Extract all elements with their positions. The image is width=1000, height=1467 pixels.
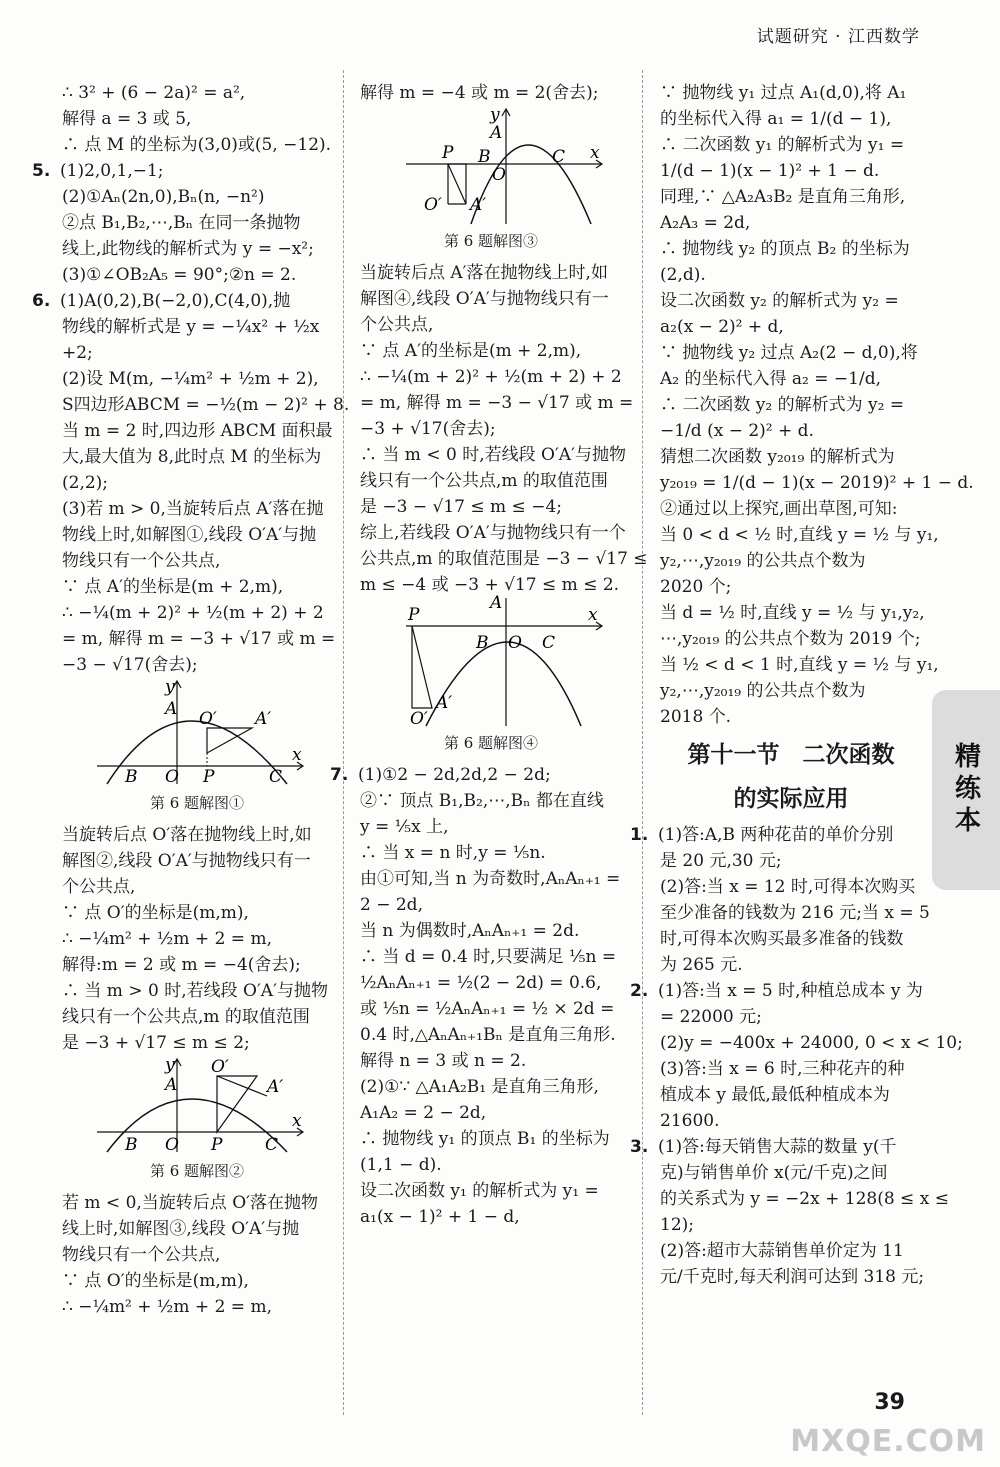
page-number: 39 [874,1390,905,1415]
figure-label: y [165,1055,175,1075]
text-line: ∴ 3² + (6 − 2a)² = a², [62,83,246,103]
text-line: ∴ −¼m² + ½m + 2 = m, [62,1297,272,1317]
figure-label: P [442,143,454,163]
question-text: (1)答:每天销售大蒜的数量 y(千 [658,1137,897,1157]
figure-label: A′ [470,195,487,215]
text-line: (2)①Aₙ(2n,0),Bₙ(n, −n²) [62,187,265,207]
text-line: 线上时,如解图③,线段 O′A′与抛 [62,1219,300,1239]
text-line: ②通过以上探究,画出草图,可知: [660,499,898,519]
text-line: 线只有一个公共点,m 的取值范围 [62,1007,310,1027]
text-line: 同理,∵ △A₂A₃B₂ 是直角三角形, [660,187,906,207]
figure-label: A [165,699,178,719]
figure-label: x [590,143,600,163]
column-left [32,80,350,1320]
figure-label: y [165,677,175,697]
question-text: (1)2,0,1,−1; [60,161,164,181]
figure-label: A [165,1075,178,1095]
column-divider [642,70,643,1415]
text-line: 设二次函数 y₁ 的解析式为 y₁ = [360,1181,599,1201]
figure-label: O′ [199,709,217,729]
text-line: 物线只有一个公共点, [62,1245,221,1265]
text-line: ½AₙAₙ₊₁ = ½(2 − 2d) = 0.6, [360,973,602,993]
text-line: (1,1 − d). [360,1155,442,1175]
text-line: y₂,⋯,y₂₀₁₉ 的公共点个数为 [660,681,866,701]
text-line: ∵ 抛物线 y₁ 过点 A₁(d,0),将 A₁ [660,83,907,103]
text-line: a₂(x − 2)² + d, [660,317,784,337]
solution-figure-3 [376,106,606,226]
column-middle [330,80,648,1230]
question-number: 3. [630,1137,649,1157]
text-line: 克)与销售单价 x(元/千克)之间 [660,1163,888,1183]
question-line [330,762,622,788]
text-line: A₂A₃ = 2d, [660,213,751,233]
text-line: 为 265 元. [660,955,743,975]
text-line: 解得 a = 3 或 5, [62,109,192,129]
text-line: (2,d). [660,265,706,285]
text-line: ∴ 当 d = 0.4 时,只要满足 ⅕n = [360,947,617,967]
figure-label: B [125,767,138,787]
text-line: 解得:m = 2 或 m = −4(舍去); [62,955,301,975]
text-line: 或 ⅕n = ½AₙAₙ₊₁ = ½ × 2d = [360,999,615,1019]
figure-label: A′ [255,709,272,729]
question-number: 7. [330,765,349,785]
text-line: 物线只有一个公共点, [62,551,221,571]
text-line: ∴ 二次函数 y₂ 的解析式为 y₂ = [660,395,905,415]
solution-figure-2 [87,1056,307,1156]
figure-label: A [490,123,503,143]
question-text: (1)①2 − 2d,2d,2 − 2d; [358,765,551,785]
text-line: 的关系式为 y = −2x + 128(8 ≤ x ≤ [660,1189,949,1209]
text-line: 物线上时,如解图①,线段 O′A′与抛 [62,525,317,545]
figure-label: C [552,147,566,167]
text-line: ∵ 点 O′的坐标是(m,m), [62,1271,249,1291]
question-line [630,822,922,848]
text-line: S四边形ABCM = −½(m − 2)² + 8. [62,395,350,415]
figure-label: A [490,593,503,613]
text-line: 当 d = ½ 时,直线 y = ½ 与 y₁,y₂, [660,603,925,623]
text-line: 个公共点, [62,877,136,897]
column-divider [343,70,344,1415]
text-line: (3)若 m > 0,当旋转后点 A′落在抛 [62,499,324,519]
text-line: (2)①∵ △A₁A₂B₁ 是直角三角形, [360,1077,599,1097]
text-line: 21600. [660,1111,720,1131]
text-line: 植成本 y 最低,最低种植成本为 [660,1085,890,1105]
figure-label: B [478,147,491,167]
text-line: 解得 m = −4 或 m = 2(舍去); [360,83,599,103]
text-line: ∴ 点 M 的坐标为(3,0)或(5, −12). [62,135,332,155]
figure-label: O [508,633,522,653]
figure-label: x [292,1111,302,1131]
question-text: (1)A(0,2),B(−2,0),C(4,0),抛 [60,291,291,311]
text-line: 当 0 < d < ½ 时,直线 y = ½ 与 y₁, [660,525,939,545]
text-line: = 22000 元; [660,1007,762,1027]
figure-label: C [542,633,556,653]
text-line: 2020 个; [660,577,732,597]
text-line: ②∵ 顶点 B₁,B₂,⋯,Bₙ 都在直线 [360,791,604,811]
text-line: ∴ 当 m < 0 时,若线段 O′A′与抛物 [360,445,626,465]
figure-label: P [211,1135,223,1155]
question-text: (1)答:当 x = 5 时,种植总成本 y 为 [658,981,923,1001]
text-line: 解图④,线段 O′A′与抛物线只有一 [360,289,609,309]
text-line: 个公共点, [360,315,434,335]
question-number: 2. [630,981,649,1001]
figure-label: B [476,633,489,653]
figure-label: P [203,767,215,787]
figure-label: y [490,105,500,125]
text-line: ∴ −¼(m + 2)² + ½(m + 2) + 2 [62,603,324,623]
text-line: (3)答:当 x = 6 时,三种花卉的种 [660,1059,905,1079]
text-line: ∴ 抛物线 y₂ 的顶点 B₂ 的坐标为 [660,239,910,259]
text-line: 当 ½ < d < 1 时,直线 y = ½ 与 y₁, [660,655,939,675]
text-line: ∴ −¼(m + 2)² + ½(m + 2) + 2 [360,367,622,387]
question-line [630,1134,922,1160]
question-number: 1. [630,825,649,845]
text-line: (2)y = −400x + 24000, 0 < x < 10; [660,1033,963,1053]
watermark: MXQE.COM [790,1424,986,1459]
solution-figure-1 [87,678,307,788]
text-line: 线上,此物线的解析式为 y = −x²; [62,239,314,259]
text-line: +2; [62,343,93,363]
figure-label: C [265,1135,279,1155]
text-line: (2)答:超市大蒜销售单价定为 11 [660,1241,904,1261]
text-line: 综上,若线段 O′A′与抛物线只有一个 [360,523,626,543]
figure-label: P [408,605,420,625]
text-line: 设二次函数 y₂ 的解析式为 y₂ = [660,291,899,311]
text-line: y₂₀₁₉ = 1/(d − 1)(x − 2019)² + 1 − d. [660,473,974,493]
text-line: A₂ 的坐标代入得 a₂ = −1/d, [660,369,881,389]
figure-caption: 第 6 题解图① [149,794,245,812]
section-title: 的实际应用 [733,786,849,812]
figure-label: O [165,1135,179,1155]
text-line: 线只有一个公共点,m 的取值范围 [360,471,608,491]
text-line: 当 n 为偶数时,AₙAₙ₊₁ = 2d. [360,921,580,941]
text-line: 大,最大值为 8,此时点 M 的坐标为 [62,447,322,467]
section-title: 第十一节 二次函数 [687,742,895,768]
text-line: 2 − 2d, [360,895,423,915]
text-line: −1/d (x − 2)² + d. [660,421,814,441]
text-line: 是 −3 − √17 ≤ m ≤ −4; [360,497,562,517]
figure-caption: 第 6 题解图② [149,1162,245,1180]
question-number: 6. [32,291,51,311]
figure-label: O [165,767,179,787]
text-line: ⋯,y₂₀₁₉ 的公共点个数为 2019 个; [660,629,921,649]
text-line: ∴ −¼m² + ½m + 2 = m, [62,929,272,949]
solution-figure-4 [376,593,606,729]
text-line: 由①可知,当 n 为奇数时,AₙAₙ₊₁ = [360,869,621,889]
figure-label: O′ [424,195,442,215]
figure-label: B [125,1135,138,1155]
question-line [630,978,923,1004]
text-line: 至少准备的钱数为 216 元;当 x = 5 [660,903,930,923]
text-line: 解得 n = 3 或 n = 2. [360,1051,527,1071]
text-line: ∴ 当 m > 0 时,若线段 O′A′与抛物 [62,981,328,1001]
text-line: 解图②,线段 O′A′与抛物线只有一 [62,851,311,871]
figure-label: A′ [436,693,453,713]
text-line: ∵ 点 A′的坐标是(m + 2,m), [360,341,582,361]
figure-label: O′ [410,709,428,729]
text-line: 时,可得本次购买最多准备的钱数 [660,929,904,949]
question-line [32,288,332,314]
text-line: A₁A₂ = 2 − 2d, [360,1103,487,1123]
text-line: (3)①∠OB₂A₅ = 90°;②n = 2. [62,265,297,285]
figure-label: A′ [267,1077,284,1097]
figure-label: x [292,745,302,765]
figure-label: C [269,767,283,787]
text-line: ∴ 二次函数 y₁ 的解析式为 y₁ = [660,135,905,155]
question-text: (1)答:A,B 两种花苗的单价分别 [658,825,894,845]
side-tab: 精练本 [932,690,1000,890]
figure-caption: 第 6 题解图③ [443,232,539,250]
text-line: 1/(d − 1)(x − 1)² + 1 − d. [660,161,880,181]
text-line: 是 20 元,30 元; [660,851,782,871]
text-line: y = ⅕x 上, [360,817,449,837]
text-line: 当旋转后点 A′落在抛物线上时,如 [360,263,608,283]
text-line: 当 m = 2 时,四边形 ABCM 面积最 [62,421,333,441]
text-line: (2,2); [62,473,109,493]
text-line: 0.4 时,△AₙAₙ₊₁Bₙ 是直角三角形. [360,1025,616,1045]
question-line [32,158,332,184]
text-line: = m, 解得 m = −3 − √17 或 m = [360,393,634,413]
text-line: 若 m < 0,当旋转后点 O′落在抛物 [62,1193,318,1213]
text-line: ∴ 抛物线 y₁ 的顶点 B₁ 的坐标为 [360,1129,610,1149]
figure-label: O [492,165,506,185]
question-number: 5. [32,161,51,181]
figure-caption: 第 6 题解图④ [443,734,539,752]
text-line: a₁(x − 1)² + 1 − d, [360,1207,520,1227]
text-line: ②点 B₁,B₂,⋯,Bₙ 在同一条抛物 [62,213,301,233]
text-line: 公共点,m 的取值范围是 −3 − √17 ≤ [360,549,648,569]
text-line: 是 −3 + √17 ≤ m ≤ 2; [62,1033,250,1053]
text-line: 元/千克时,每天利润可达到 318 元; [660,1267,925,1287]
text-line: m ≤ −4 或 −3 + √17 ≤ m ≤ 2. [360,575,620,595]
text-line: ∵ 抛物线 y₂ 过点 A₂(2 − d,0),将 [660,343,918,363]
page-header: 试题研究 · 江西数学 [756,27,920,47]
text-line: 的坐标代入得 a₁ = 1/(d − 1), [660,109,892,129]
text-line: ∴ 当 x = n 时,y = ⅕n. [360,843,546,863]
text-line: −3 + √17(舍去); [360,419,496,439]
text-line: (2)设 M(m, −¼m² + ½m + 2), [62,369,319,389]
text-line: 2018 个. [660,707,732,727]
figure-label: x [588,605,598,625]
text-line: ∵ 点 A′的坐标是(m + 2,m), [62,577,284,597]
text-line: 物线的解析式是 y = −¼x² + ½x [62,317,320,337]
text-line: 猜想二次函数 y₂₀₁₉ 的解析式为 [660,447,895,467]
text-line: = m, 解得 m = −3 + √17 或 m = [62,629,336,649]
figure-label: O′ [211,1057,229,1077]
text-line: 当旋转后点 O′落在抛物线上时,如 [62,825,312,845]
text-line: 12); [660,1215,694,1235]
text-line: y₂,⋯,y₂₀₁₉ 的公共点个数为 [660,551,866,571]
text-line: (2)答:当 x = 12 时,可得本次购买 [660,877,916,897]
text-line: ∵ 点 O′的坐标是(m,m), [62,903,249,923]
text-line: −3 − √17(舍去); [62,655,198,675]
